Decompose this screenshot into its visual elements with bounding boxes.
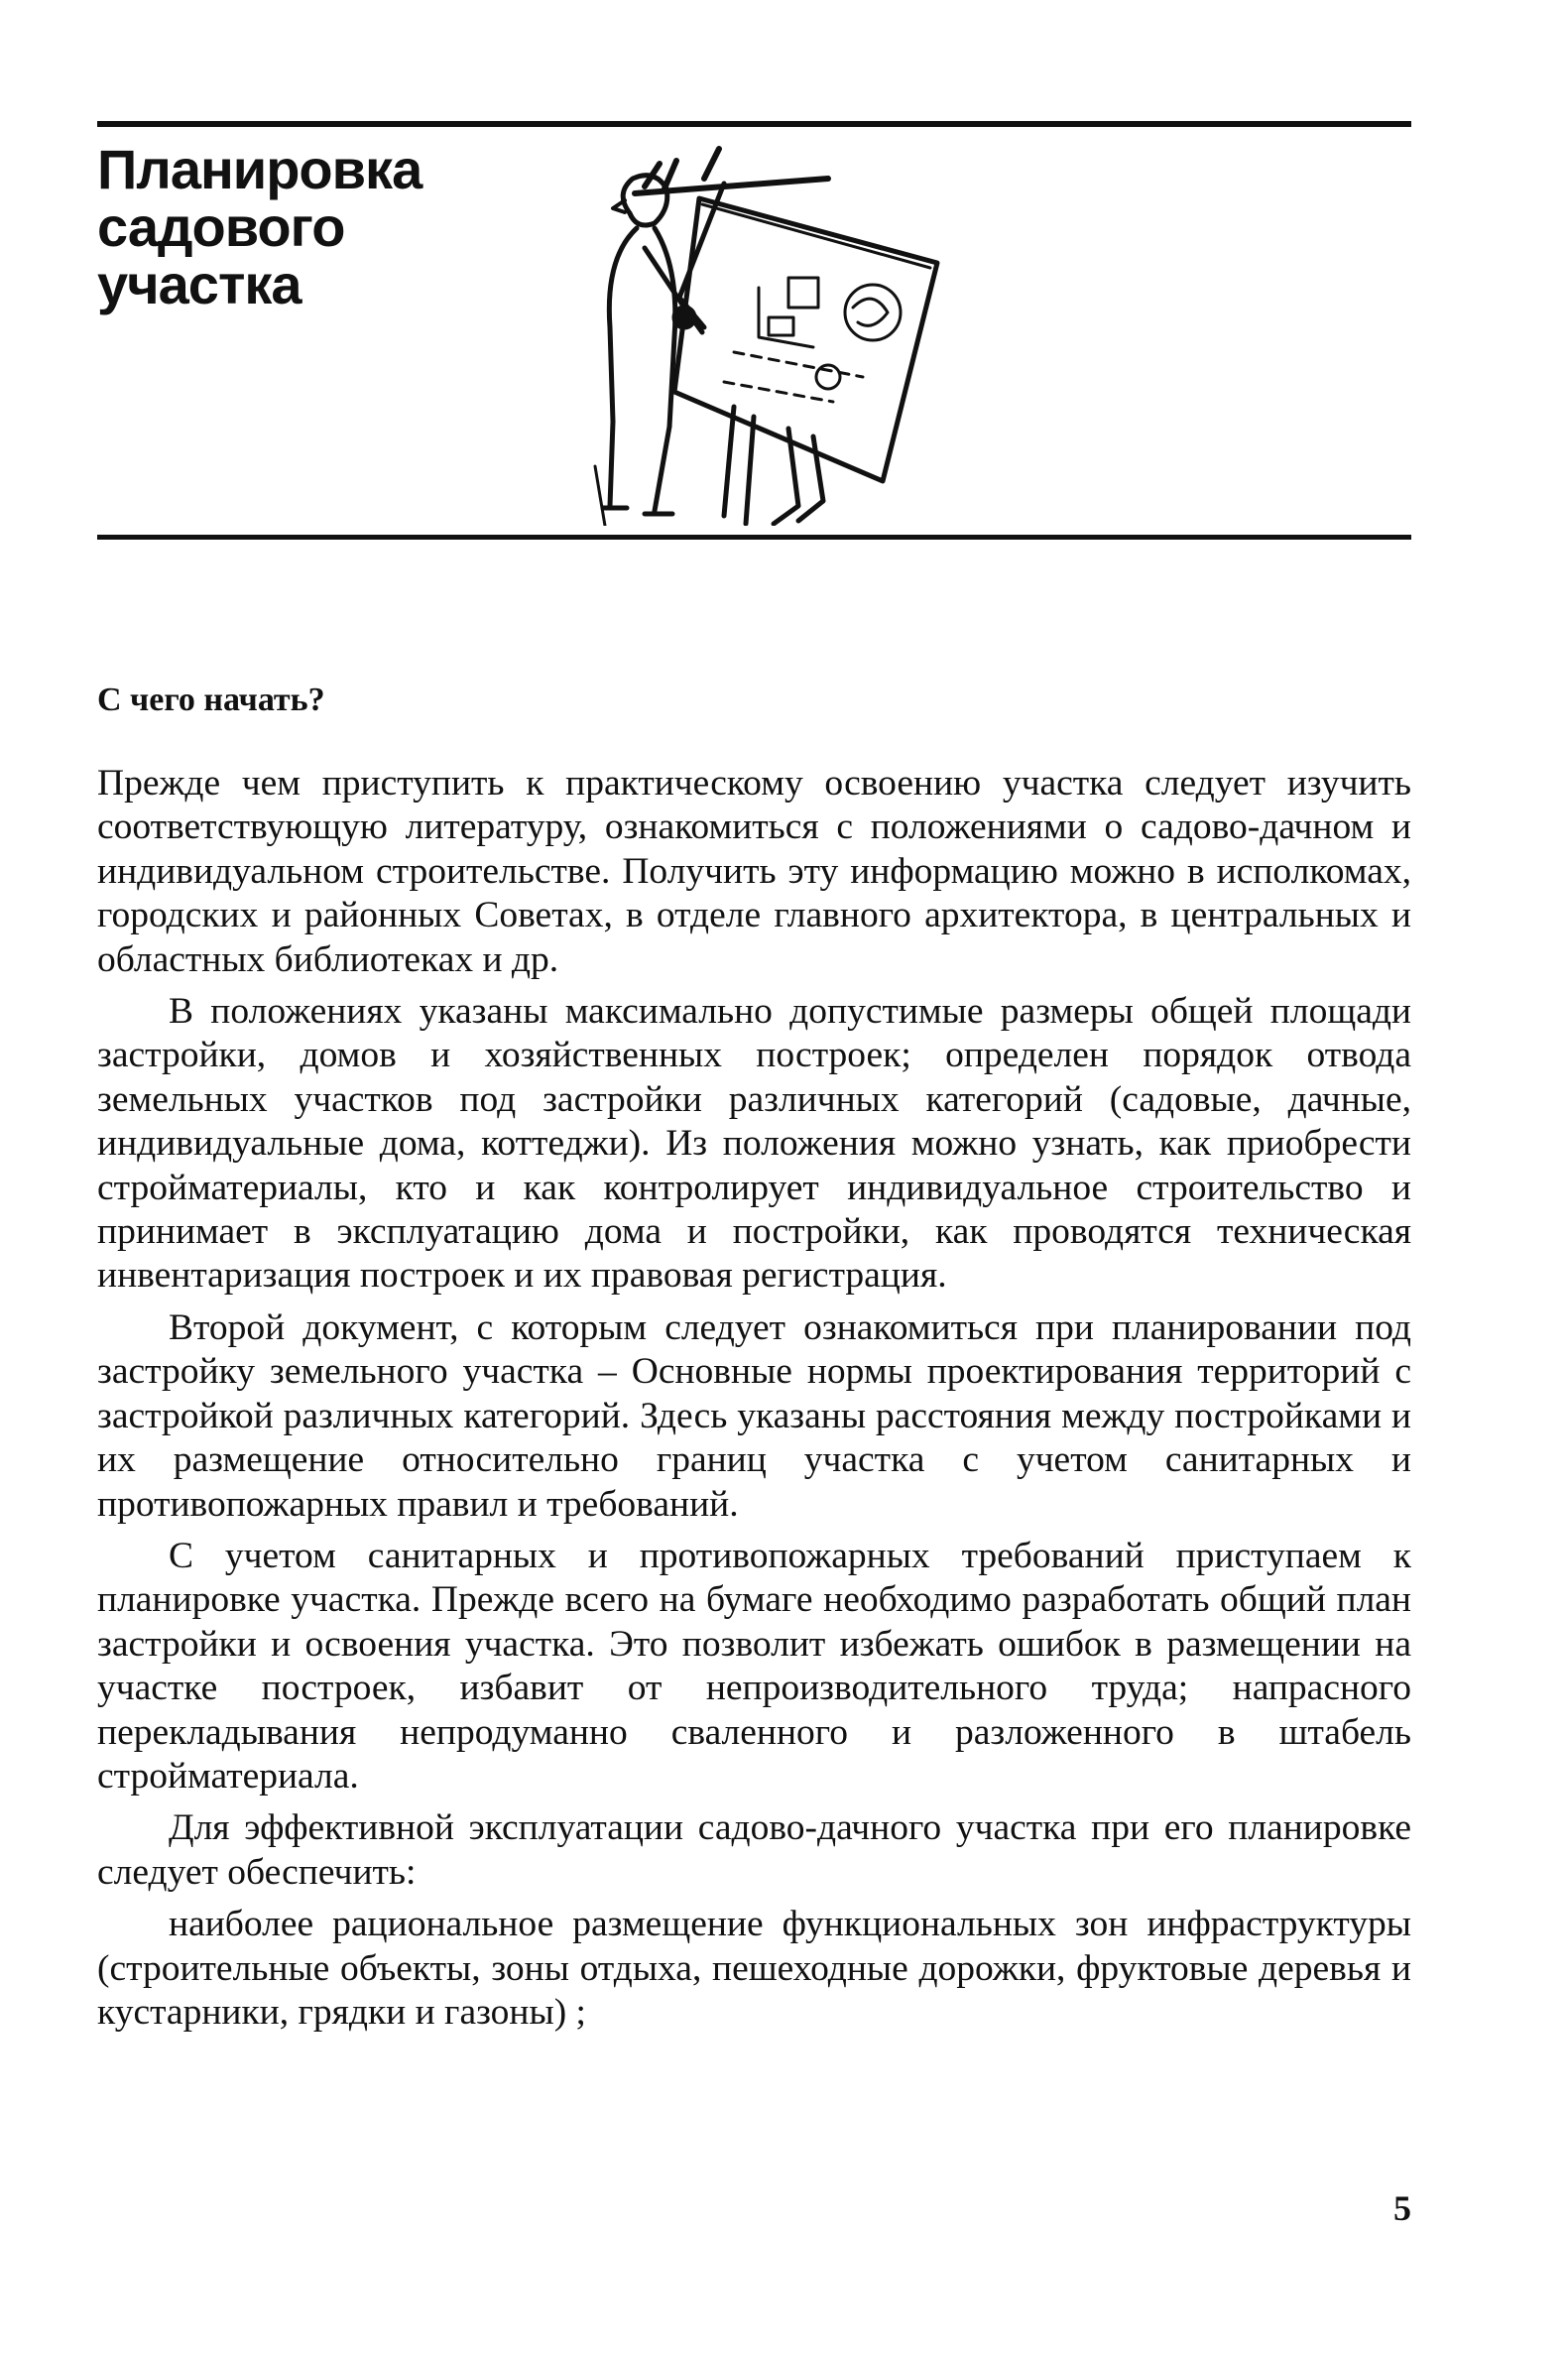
top-rule [97,121,1411,127]
chapter-title-line: Планировка [97,138,422,200]
paragraph: Прежде чем приступить к практическому освоению участка следует изучить соответствующую литературу, ознакомиться с положениями о садово-дачном и индивидуальном строительстве. Получить эту информацию можно в исполкомах, городских и районных Советах, в отделе главного архитектора, в центральных и областных библиотеках и др. [97,763,1411,980]
list-paragraph: наиболее рациональное размещение функциональных зон инфраструктуры (строительные объекты, зоны отдыха, пешеходные дорожки, фруктовые деревья и кустарники, грядки и газоны) ; [97,1904,1411,2033]
paragraph: Второй документ, с которым следует ознакомиться при планировании под застройку земельного участка – Основные нормы проектирования территорий с застройкой различных категорий. Здесь указаны расстояния между постройками и их размещение относительно границ участка с учетом санитарных и противопожарных правил и требований. [97,1306,1411,1525]
chapter-title-line: садового [97,195,345,258]
bottom-rule [97,535,1411,540]
body-text [97,762,1411,2043]
chapter-title-line: участка [97,253,302,315]
chapter-title [97,138,474,315]
page-number: 5 [1393,2188,1411,2228]
paragraph: С учетом санитарных и противопожарных требований приступаем к планировке участка. Прежде всего на бумаге необходимо разработать общий план застройки и освоения участка. Это позволит избежать ошибок в размещении на участке построек, избавит от непроизводительного труда; напрасного перекладывания непродуманно сваленного и разложенного в штабель стройматериала. [97,1535,1411,1797]
paragraph: В положениях указаны максимально допустимые размеры общей площади застройки, домов и хозяйственных построек; определен порядок отвода земельных участков под застройки различных категорий (садовые, дачные, индивидуальные дома, коттеджи). Из положения можно узнать, как приобрести стройматериалы, кто и как контролирует индивидуальное строительство и принимает в эксплуатацию дома и постройки, как проводятся техническая инвентаризация построек и их правовая регистрация. [97,991,1411,1297]
person-drawing-at-easel-icon [585,139,942,526]
paragraph: Для эффективной эксплуатации садово-дачного участка при его планировке следует обеспечить: [97,1807,1411,1893]
section-heading: С чего начать? [97,682,325,718]
